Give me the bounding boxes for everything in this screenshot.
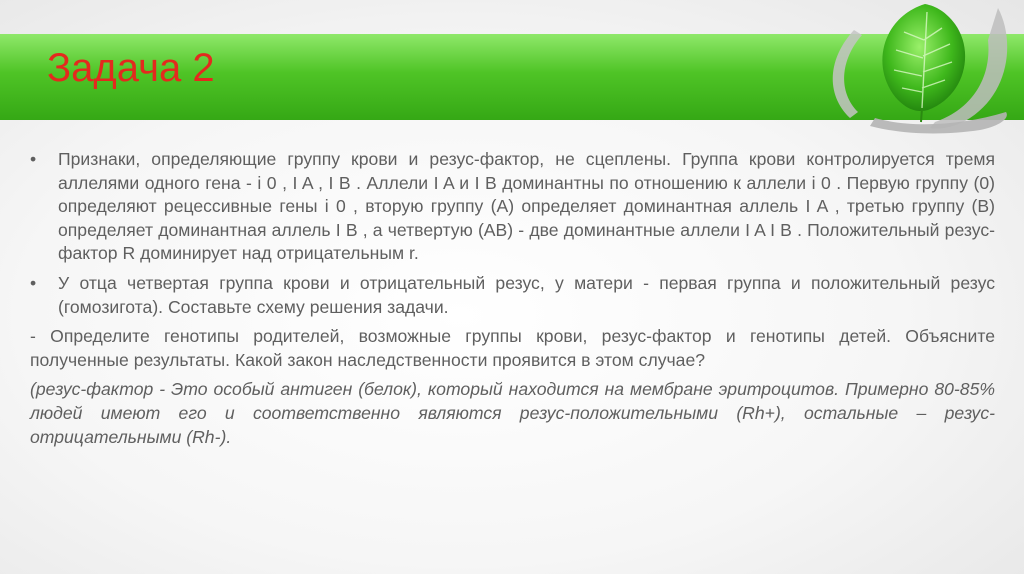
slide-content [30, 148, 995, 449]
bullet-text-genetics: Признаки, определяющие группу крови и резус-фактор, не сцеплены. Группа крови контролируется тремя аллелями одного гена - i 0 , I A , I B . Аллели I A и I B доминантны по отношению к аллели i 0 . Первую группу (0) определяют рецессивные гены i 0 , вторую группу (А) определяет доминантная аллель I A , третью группу (В) определяет доминантная аллель I B , а четвертую (АВ) - две доминантные аллели I A I B . Положительный резус-фактор R доминирует над отрицательным r. [58, 149, 995, 264]
bullet-mark: • [30, 272, 37, 293]
task-paragraph: - Определите генотипы родителей, возможные группы крови, резус-фактор и генотипы детей. Объясните полученные результаты. Какой закон наследственности проявится в этом случае? [30, 326, 995, 370]
leaf-in-hands-icon [770, 0, 1024, 150]
bullet-text-problem: У отца четвертая группа крови и отрицательный резус, у матери - первая группа и положительный резус (гомозигота). Составьте схему решения задачи. [58, 272, 995, 317]
bullet-item [30, 272, 995, 319]
rh-factor-note: (резус-фактор - Это особый антиген (белок), который находится на мембране эритроцитов. Примерно 80-85% людей имеют его и соответственно являются резус-положительными (Rh+), остальные – резус-отрицательными (Rh-). [30, 379, 995, 447]
bullet-mark: • [30, 149, 37, 169]
bullet-item [30, 148, 995, 266]
slide-title: Задача 2 [47, 46, 215, 90]
